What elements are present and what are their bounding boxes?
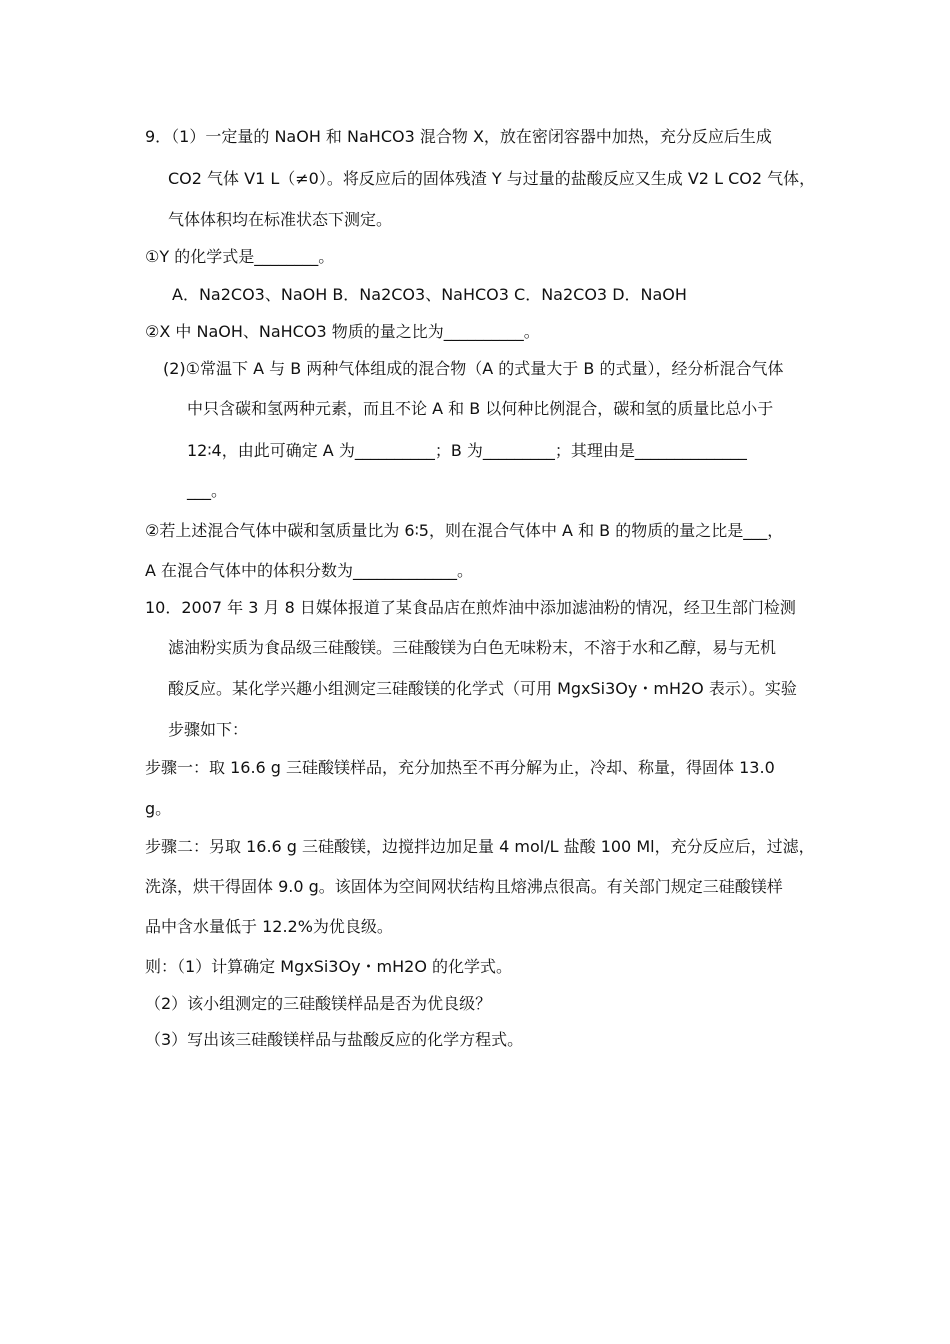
q9-sub2: ②X 中 NaOH、NaHCO3 物质的量之比为__________。: [145, 322, 540, 341]
q10-ask1: 则：（1）计算确定 MgxSi3Oy・mH2O 的化学式。: [145, 957, 513, 976]
q10-ask2: （2）该小组测定的三硅酸镁样品是否为优良级？: [145, 994, 492, 1013]
q10-step2-line2: 洗涤，烘干得固体 9.0 g。该固体为空间网状结构且熔沸点很高。有关部门规定三硅酸镁样: [145, 877, 783, 896]
q10-line1: 10．2007 年 3 月 8 日媒体报道了某食品店在煎炸油中添加滤油粉的情况，经卫生部门检测: [145, 598, 796, 617]
q9-part2-line1: (2)①常温下 A 与 B 两种气体组成的混合物（A 的式量大于 B 的式量），经分析混合气体: [163, 359, 784, 378]
q10-step1-line1: 步骤一：取 16.6 g 三硅酸镁样品，充分加热至不再分解为止，冷却、称量，得固体 13.0: [145, 758, 775, 777]
q10-line2: 滤油粉实质为食品级三硅酸镁。三硅酸镁为白色无味粉末，不溶于水和乙醇，易与无机: [168, 638, 777, 657]
q9-part1-line1: 9．（1）一定量的 NaOH 和 NaHCO3 混合物 X，放在密闭容器中加热，充分反应后生成: [145, 127, 772, 146]
q9-options: A．Na2CO3、NaOH B．Na2CO3、NaHCO3 C．Na2CO3 D．NaOH: [172, 285, 687, 304]
q10-line4: 步骤如下：: [168, 720, 249, 739]
q10-step2-line1: 步骤二：另取 16.6 g 三硅酸镁，边搅拌边加足量 4 mol/L 盐酸 100 Ml，充分反应后，过滤，: [145, 837, 815, 856]
q9-part2-sub2-line1: ②若上述混合气体中碳和氢质量比为 6∶5，则在混合气体中 A 和 B 的物质的量之比是___，: [145, 521, 784, 540]
q10-ask3: （3）写出该三硅酸镁样品与盐酸反应的化学方程式。: [145, 1030, 524, 1049]
q9-part2-sub2-line2: A 在混合气体中的体积分数为_____________。: [145, 561, 474, 580]
q9-part2-line3: 12∶4，由此可确定 A 为__________；B 为_________；其理由是______________: [187, 441, 747, 460]
q9-part2-line2: 中只含碳和氢两种元素，而且不论 A 和 B 以何种比例混合，碳和氢的质量比总小于: [187, 399, 774, 418]
q9-part2-line4: ___。: [187, 481, 228, 500]
q10-step1-line2: g。: [145, 799, 172, 818]
q9-sub1: ①Y 的化学式是________。: [145, 247, 335, 266]
q10-step2-line3: 品中含水量低于 12.2%为优良级。: [145, 917, 393, 936]
q9-part1-line3: 气体体积均在标准状态下测定。: [168, 210, 393, 229]
q10-line3: 酸反应。某化学兴趣小组测定三硅酸镁的化学式（可用 MgxSi3Oy・mH2O 表示）。实验: [168, 679, 797, 698]
q9-part1-line2: CO2 气体 V1 L（≠0）。将反应后的固体残渣 Y 与过量的盐酸反应又生成 V2 L CO2 气体，: [168, 169, 816, 188]
